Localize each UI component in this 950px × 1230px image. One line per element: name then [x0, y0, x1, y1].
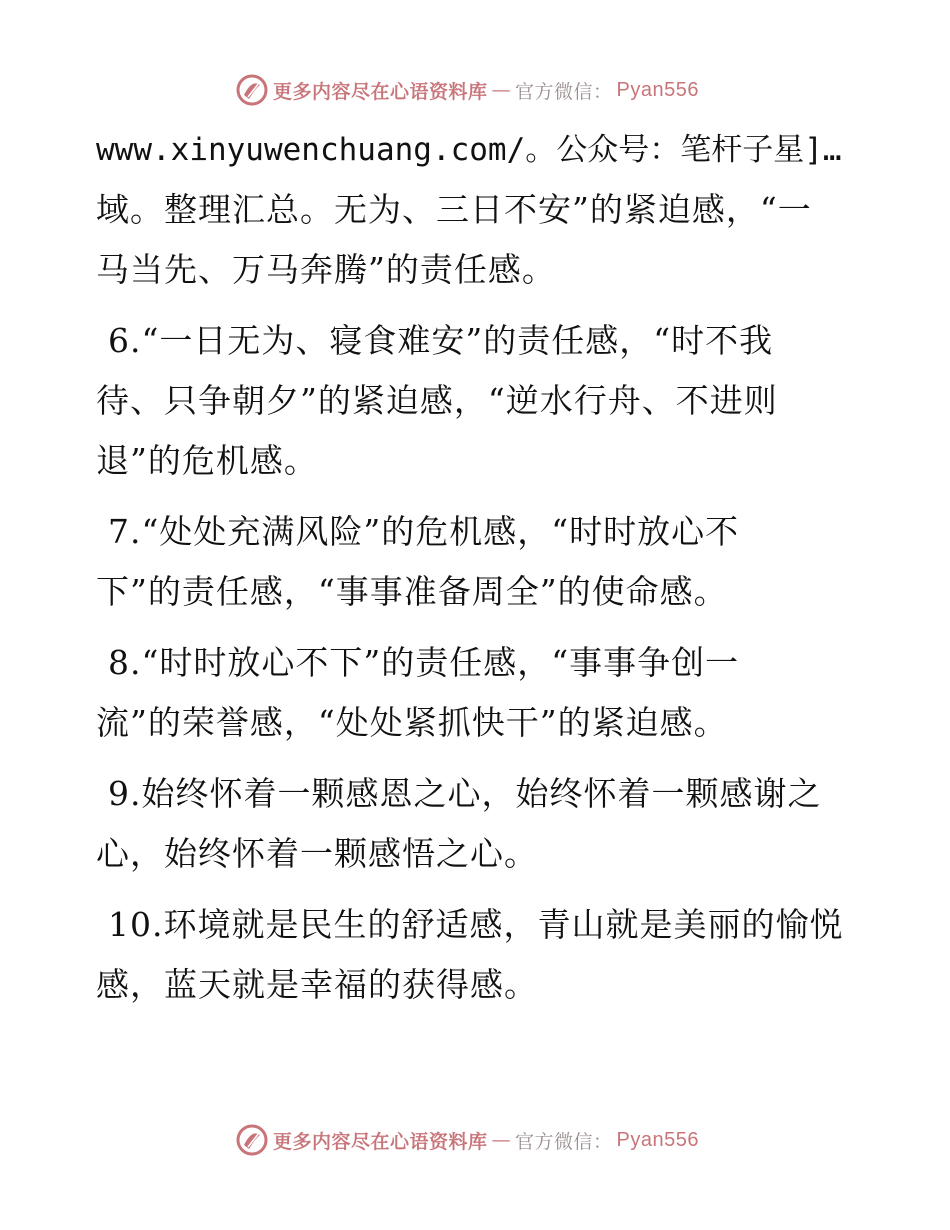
text-line: 待、只争朝夕”的紧迫感，“逆水行舟、不进则: [96, 381, 778, 420]
text-line: 退”的危机感。: [96, 441, 318, 480]
text-line: 感，蓝天就是幸福的获得感。: [96, 965, 538, 1004]
text-line: 域。整理汇总。无为、三日不安”的紧迫感，“一: [96, 190, 812, 229]
paragraph: [96, 120, 866, 300]
header-banner: [0, 70, 950, 110]
paragraph: [96, 764, 866, 884]
brand-logo-icon: [235, 1123, 269, 1157]
document-body: [96, 120, 866, 1015]
text-line: 6.“一日无为、寝食难安”的责任感，“时不我: [108, 321, 774, 360]
footer-wechat-id: Pyan556: [616, 1128, 699, 1151]
footer-banner: [0, 1120, 950, 1160]
header-brand-text: 更多内容尽在心语资料库: [273, 80, 488, 103]
header-wechat-id: Pyan556: [616, 78, 699, 101]
text-line: 心，始终怀着一颗感悟之心。: [96, 834, 538, 873]
text-line: 9.始终怀着一颗感恩之心，始终怀着一颗感谢之: [108, 774, 822, 813]
paragraph: [96, 633, 866, 753]
footer-wechat-label: 官方微信：: [515, 1130, 613, 1153]
header-wechat-label: 官方微信：: [515, 80, 613, 103]
text-line: 马当先、万马奔腾”的责任感。: [96, 250, 556, 289]
text-line: www.xinyuwenchuang.com/。公众号：笔杆子星]…: [96, 132, 842, 168]
text-line: 8.“时时放心不下”的责任感，“事事争创一: [108, 643, 740, 682]
footer-dash: —: [491, 1129, 512, 1151]
text-line: 流”的荣誉感，“处处紧抓快干”的紧迫感。: [96, 703, 728, 742]
text-line: 10.环境就是民生的舒适感，青山就是美丽的愉悦: [108, 905, 844, 944]
header-dash: —: [491, 79, 512, 101]
paragraph: [96, 311, 866, 491]
paragraph: [96, 502, 866, 622]
text-line: 下”的责任感，“事事准备周全”的使命感。: [96, 572, 728, 611]
paragraph: [96, 895, 866, 1015]
brand-logo-icon: [235, 73, 269, 107]
text-line: 7.“处处充满风险”的危机感，“时时放心不: [108, 512, 740, 551]
footer-brand-text: 更多内容尽在心语资料库: [273, 1130, 488, 1153]
